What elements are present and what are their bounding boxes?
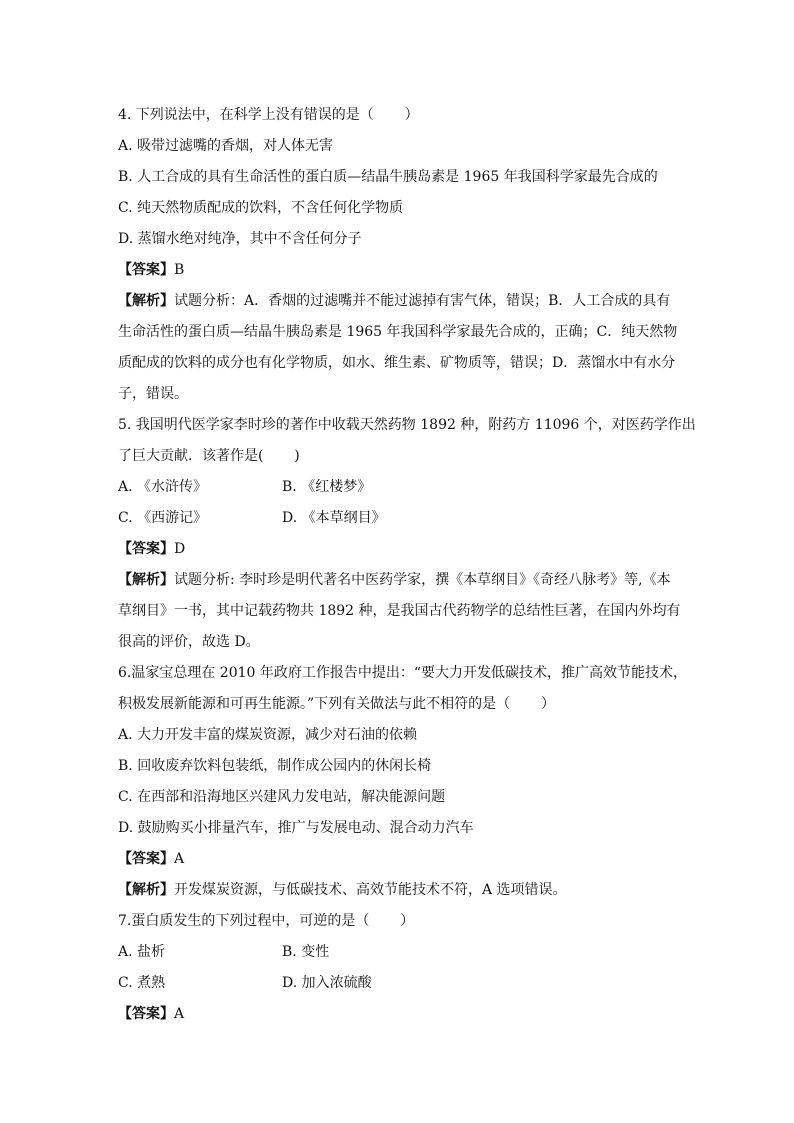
question-5-analysis-line-3: 很高的评价，故选 D。 [118, 634, 260, 650]
question-5-analysis-line-1 [118, 565, 678, 596]
question-7-option-a: A. 盐析 [118, 944, 166, 960]
question-5-answer [118, 534, 678, 565]
question-4-option-c: C. 纯天然物质配成的饮料，不含任何化学物质 [118, 200, 404, 216]
question-5-stem-end: ) [294, 448, 300, 464]
analysis-text: 试题分析: 李时珍是明代著名中医药学家，撰《本草纲目》《奇经八脉考》等,《本 [174, 572, 671, 588]
question-6-stem-end: ） [540, 696, 555, 712]
question-5-analysis-line-2: 草纲目》一书，其中记载药物共 1892 种，是我国古代药物学的总结性巨著，在国内外均有 [118, 603, 681, 619]
question-7-stem-end: ） [400, 913, 415, 929]
question-7-option-row-1 [118, 937, 678, 968]
analysis-tag: 【解析】 [118, 882, 174, 898]
question-6-stem-text: 积极发展新能源和可再生能源。”下列有关做法与此不相符的是（ [118, 696, 511, 712]
question-4-option-b: B. 人工合成的具有生命活性的蛋白质—结晶牛胰岛素是 1965 年我国科学家最先合成的 [118, 169, 658, 185]
analysis-text: 开发煤炭资源，与低碳技术、高效节能技术不符，A 选项错误。 [174, 882, 567, 898]
analysis-tag: 【解析】 [118, 572, 174, 588]
question-6-option-a: A. 大力开发丰富的煤炭资源，减少对石油的依赖 [118, 727, 418, 743]
question-5-stem-line-1: 5. 我国明代医学家李时珍的著作中收载天然药物 1892 种，附药方 11096 个，对医药学作出 [118, 417, 696, 433]
question-5-option-row-2 [118, 503, 678, 534]
question-6-analysis [118, 875, 678, 906]
question-7-option-d: D. 加入浓硫酸 [282, 975, 372, 991]
document-page [118, 100, 696, 1030]
question-4-analysis-line-3: 质配成的饮料的成分也有化学物质，如水、维生素、矿物质等，错误；D．蒸馏水中有水分 [118, 355, 676, 371]
question-4-option-a: A. 吸带过滤嘴的香烟，对人体无害 [118, 138, 334, 154]
question-7-option-row-2 [118, 968, 678, 999]
question-4-stem-text: 4. 下列说法中，在科学上没有错误的是（ [118, 107, 374, 123]
question-4-analysis-line-1 [118, 286, 678, 317]
question-4-stem-end: ） [404, 107, 419, 123]
answer-value: D [174, 541, 186, 557]
question-7-answer [118, 999, 678, 1030]
question-7-option-c: C. 煮熟 [118, 975, 166, 991]
question-6-option-c: C. 在西部和沿海地区兴建风力发电站，解决能源问题 [118, 789, 446, 805]
analysis-tag: 【解析】 [118, 293, 174, 309]
question-6-option-d: D. 鼓励购买小排量汽车，推广与发展电动、混合动力汽车 [118, 820, 474, 836]
question-6-stem-line-2 [118, 689, 678, 720]
question-6-stem-line-1: 6.温家宝总理在 2010 年政府工作报告中提出：“要大力开发低碳技术，推广高效节能技术， [118, 665, 688, 681]
answer-value: A [174, 851, 185, 867]
question-6-option-b: B. 回收废弃饮料包装纸，制作成公园内的休闲长椅 [118, 758, 432, 774]
question-5-stem-text: 了巨大贡献．该著作是( [118, 448, 264, 464]
question-5-option-b: B. 《红楼梦》 [282, 479, 372, 495]
question-7-stem-text: 7.蛋白质发生的下列过程中，可逆的是（ [118, 913, 370, 929]
question-4-analysis-line-2: 生命活性的蛋白质—结晶牛胰岛素是 1965 年我国科学家最先合成的，正确；C．纯天然物 [118, 324, 678, 340]
question-6-answer [118, 844, 678, 875]
question-4-option-d: D. 蒸馏水绝对纯净，其中不含任何分子 [118, 231, 362, 247]
question-5-option-d: D. 《本草纲目》 [282, 510, 386, 526]
answer-value: A [174, 1006, 185, 1022]
question-4-stem [118, 100, 678, 131]
answer-value: B [174, 262, 185, 278]
question-5-option-c: C. 《西游记》 [118, 510, 208, 526]
question-7-stem [118, 906, 678, 937]
question-5-option-a: A. 《水浒传》 [118, 479, 208, 495]
question-4-analysis-line-4: 子，错误。 [118, 386, 188, 402]
answer-tag: 【答案】 [118, 851, 174, 867]
question-5-stem-line-2 [118, 441, 678, 472]
question-5-option-row-1 [118, 472, 678, 503]
answer-tag: 【答案】 [118, 541, 174, 557]
question-7-option-b: B. 变性 [282, 944, 330, 960]
answer-tag: 【答案】 [118, 262, 174, 278]
question-4-answer [118, 255, 678, 286]
analysis-text: 试题分析：A．香烟的过滤嘴并不能过滤掉有害气体，错误；B．人工合成的具有 [174, 293, 671, 309]
answer-tag: 【答案】 [118, 1006, 174, 1022]
